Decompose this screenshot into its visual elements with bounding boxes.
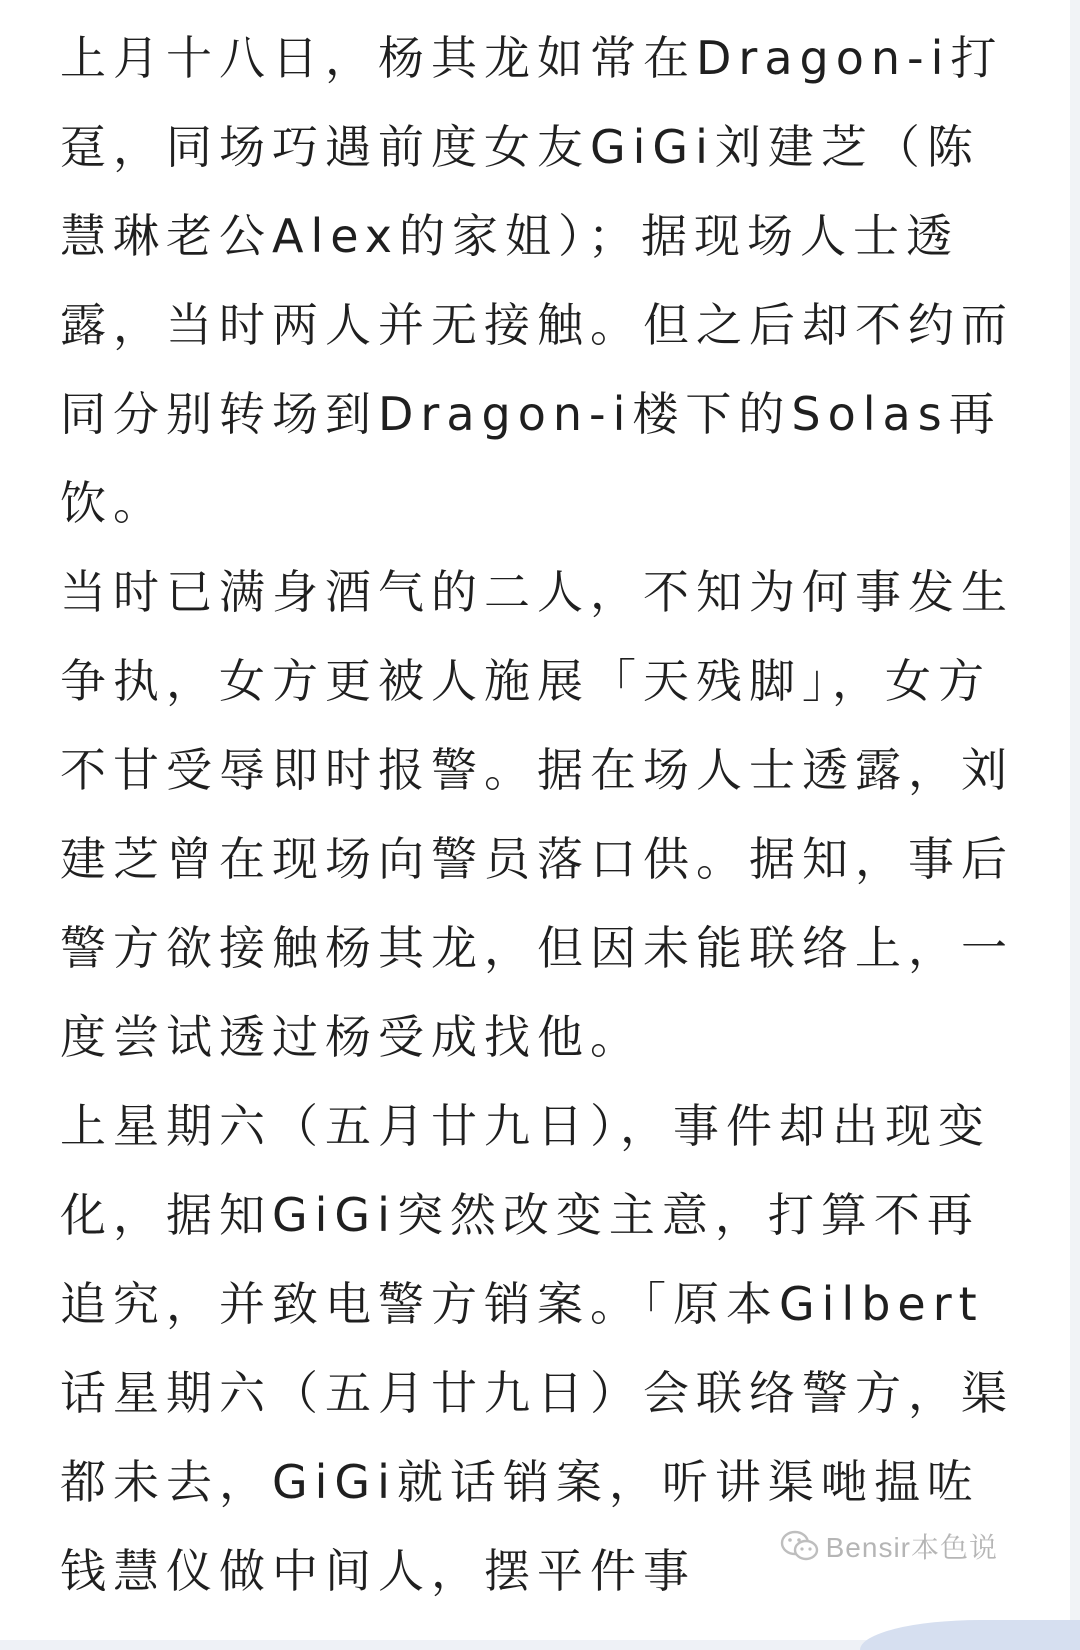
article-paragraph-1: 上月十八日，杨其龙如常在Dragon-i打趸，同场巧遇前度女友GiGi刘建芝（陈慧琳老公Alex的家姐）；据现场人士透露，当时两人并无接触。但之后却不约而同分别转场到Dragon-i楼下的Solas再饮。 [60,31,1014,530]
article-paragraph-3: 上星期六（五月廿九日），事件却出现变化，据知GiGi突然改变主意，打算不再追究，并致电警方销案。「原本Gilbert话星期六（五月廿九日）会联络警方，渠都未去，GiGi就话销案，听讲渠哋揾咗钱慧仪做中间人，摆平件事 [60,1099,1014,1598]
scroll-track[interactable] [1070,0,1080,1650]
wechat-icon [780,1529,820,1563]
bottom-corner-shape [860,1620,1080,1650]
watermark-text: Bensir本色说 [825,1532,998,1563]
article-paragraph-2: 当时已满身酒气的二人，不知为何事发生争执，女方更被人施展「天残脚」，女方不甘受辱即时报警。据在场人士透露，刘建芝曾在现场向警员落口供。据知，事后警方欲接触杨其龙，但因未能联络上，一度尝试透过杨受成找他。 [60,565,1014,1064]
watermark [780,1526,998,1566]
article-body [60,14,1020,1616]
